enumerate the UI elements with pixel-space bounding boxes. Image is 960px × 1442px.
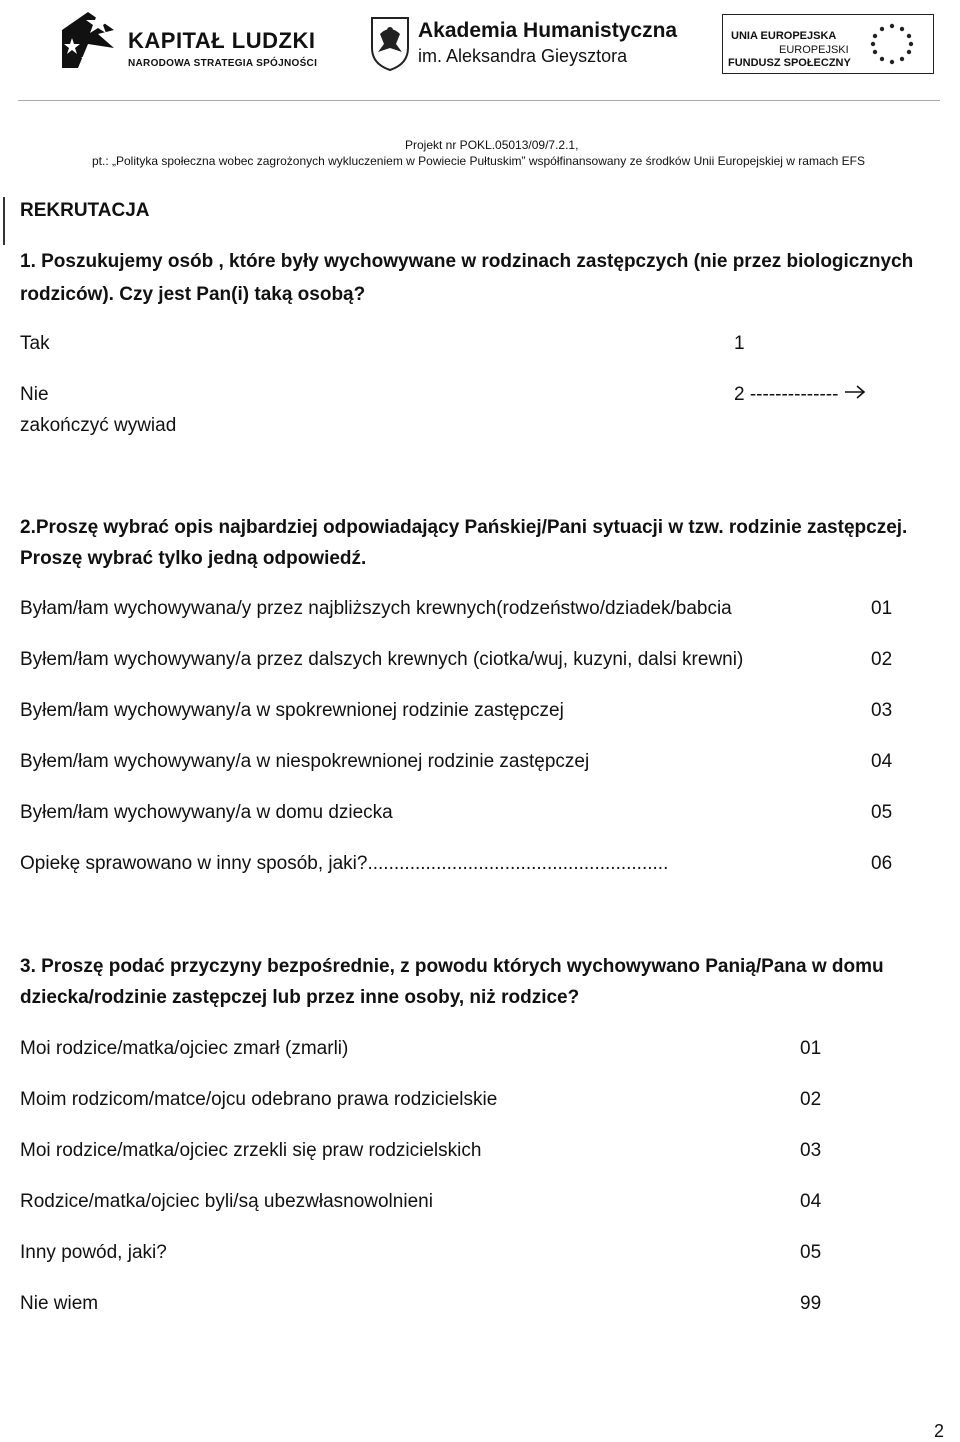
q3-option-label: Nie wiem bbox=[20, 1293, 99, 1314]
q1-option-label: Nie bbox=[20, 384, 49, 405]
page-number: 2 bbox=[934, 1421, 945, 1441]
arrow-right-icon bbox=[845, 384, 867, 400]
q2-option-code: 04 bbox=[871, 751, 893, 772]
q1-option-label: Tak bbox=[20, 333, 50, 354]
header-divider bbox=[18, 100, 940, 101]
q2-option-label: Byłem/łam wychowywany/a w spokrewnionej rodzinie zastępczej bbox=[20, 700, 564, 721]
section-title: REKRUTACJA bbox=[20, 200, 150, 221]
kapital-ludzki-logo bbox=[58, 8, 120, 74]
q3-option-label: Moi rodzice/matka/ojciec zrzekli się praw rodzicielskich bbox=[20, 1140, 482, 1161]
q2-option-code: 03 bbox=[871, 700, 893, 721]
q2-text-line2: Proszę wybrać tylko jedną odpowiedź. bbox=[20, 548, 367, 569]
q1-option-code: 1 bbox=[734, 333, 745, 354]
kapital-ludzki-subtitle: NARODOWA STRATEGIA SPÓJNOŚCI bbox=[128, 58, 318, 69]
q2-option-code: 02 bbox=[871, 649, 893, 670]
project-title: pt.: „Polityka społeczna wobec zagrożonych wykluczeniem w Powiecie Pułtuskim” współfinansowany ze środków Unii Europejskiej w ramach EFS bbox=[92, 154, 865, 168]
eu-line2: EUROPEJSKI bbox=[779, 44, 849, 56]
eu-flag-icon bbox=[852, 17, 932, 71]
q2-option-label: Byłam/łam wychowywana/y przez najbliższych krewnych(rodzeństwo/dziadek/babcia bbox=[20, 598, 732, 619]
q2-text-line1: 2.Proszę wybrać opis najbardziej odpowiadający Pańskiej/Pani sytuacji w tzw. rodzinie zastępczej. bbox=[20, 517, 908, 538]
eu-line3: FUNDUSZ SPOŁECZNY bbox=[728, 57, 851, 69]
q3-option-label: Moim rodzicom/matce/ojcu odebrano prawa rodzicielskie bbox=[20, 1089, 498, 1110]
q3-option-label: Rodzice/matka/ojciec byli/są ubezwłasnowolnieni bbox=[20, 1191, 433, 1212]
q1-text-line2: rodziców). Czy jest Pan(i) taką osobą? bbox=[20, 284, 366, 305]
academy-title: Akademia Humanistyczna bbox=[418, 19, 678, 42]
q2-option-code: 06 bbox=[871, 853, 893, 874]
q1-text-line1: 1. Poszukujemy osób , które były wychowywane w rodzinach zastępczych (nie przez biologicznych bbox=[20, 251, 914, 272]
margin-bar bbox=[3, 197, 5, 245]
kapital-ludzki-title: KAPITAŁ LUDZKI bbox=[128, 28, 316, 53]
q2-option-label: Byłem/łam wychowywany/a w niespokrewnionej rodzinie zastępczej bbox=[20, 751, 590, 772]
academy-emblem bbox=[368, 14, 412, 72]
q3-option-code: 99 bbox=[800, 1293, 822, 1314]
q3-text-line2: dziecka/rodzinie zastępczej lub przez inne osoby, niż rodzice? bbox=[20, 987, 580, 1008]
q2-option-label: Byłem/łam wychowywany/a przez dalszych krewnych (ciotka/wuj, kuzyni, dalsi krewni) bbox=[20, 649, 744, 670]
project-number: Projekt nr POKL.05013/09/7.2.1, bbox=[405, 138, 579, 152]
q3-option-code: 05 bbox=[800, 1242, 822, 1263]
q2-option-code: 05 bbox=[871, 802, 893, 823]
q3-option-label: Moi rodzice/matka/ojciec zmarł (zmarli) bbox=[20, 1038, 349, 1059]
q3-option-code: 04 bbox=[800, 1191, 822, 1212]
q2-option-code: 01 bbox=[871, 598, 893, 619]
q3-option-code: 02 bbox=[800, 1089, 822, 1110]
eu-title: UNIA EUROPEJSKA bbox=[731, 30, 837, 42]
q1-end-note: zakończyć wywiad bbox=[20, 415, 177, 436]
q3-option-code: 03 bbox=[800, 1140, 822, 1161]
q3-option-code: 01 bbox=[800, 1038, 822, 1059]
q2-option-label: Opiekę sprawowano w inny sposób, jaki?......................................................... bbox=[20, 853, 669, 874]
academy-subtitle: im. Aleksandra Gieysztora bbox=[418, 46, 628, 66]
q2-option-label: Byłem/łam wychowywany/a w domu dziecka bbox=[20, 802, 393, 823]
q3-text-line1: 3. Proszę podać przyczyny bezpośrednie, z powodu których wychowywano Panią/Pana w domu bbox=[20, 956, 884, 977]
q1-option-code: 2 -------------- bbox=[734, 384, 839, 405]
q3-option-label: Inny powód, jaki? bbox=[20, 1242, 167, 1263]
